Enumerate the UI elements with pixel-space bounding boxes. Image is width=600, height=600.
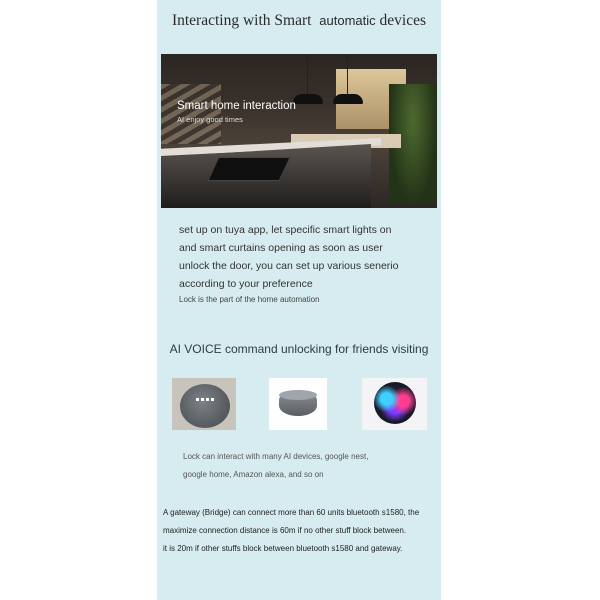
intro-line: unlock the door, you can set up various senerio <box>179 260 399 272</box>
ai-devices-note-line: google home, Amazon alexa, and so on <box>183 470 324 479</box>
hero-title: Smart home interaction <box>177 100 296 112</box>
voice-section-title: AI VOICE command unlocking for friends visiting <box>169 342 429 356</box>
cooktop <box>207 157 290 181</box>
heading-part-2: automatic <box>319 13 376 28</box>
gateway-line: A gateway (Bridge) can connect more than 60 units bluetooth s1580, the <box>163 508 420 517</box>
pendant-lamp <box>333 94 363 104</box>
staircase <box>161 84 221 144</box>
amazon-echo-dot-image <box>269 378 327 430</box>
siri-icon <box>374 382 416 424</box>
led-dots <box>196 398 214 401</box>
pendant-lamp <box>293 94 323 104</box>
heading-part-1: Interacting with Smart <box>171 12 312 29</box>
ai-devices-note-line: Lock can interact with many AI devices, google nest, <box>183 452 369 461</box>
kitchen-hero-image <box>161 54 437 208</box>
intro-line: set up on tuya app, let specific smart lights on <box>179 224 392 236</box>
speaker-top <box>279 390 317 400</box>
intro-line: and smart curtains opening as soon as user <box>179 242 383 254</box>
hero-subtitle: AI enjoy good times <box>177 115 243 124</box>
content-panel <box>157 0 441 600</box>
automation-note: Lock is the part of the home automation <box>179 295 320 304</box>
gateway-line: maximize connection distance is 60m if no other stuff block between. <box>163 526 407 535</box>
heading-part-3: devices <box>379 12 427 29</box>
siri-orb-image <box>362 378 427 430</box>
speaker-icon <box>180 384 230 428</box>
gateway-line: it is 20m if other stuffs block between bluetooth s1580 and gateway. <box>163 544 403 553</box>
intro-line: according to your preference <box>179 278 313 290</box>
page-heading <box>157 12 441 30</box>
google-nest-mini-image <box>172 378 236 430</box>
intro-paragraph <box>179 221 439 293</box>
